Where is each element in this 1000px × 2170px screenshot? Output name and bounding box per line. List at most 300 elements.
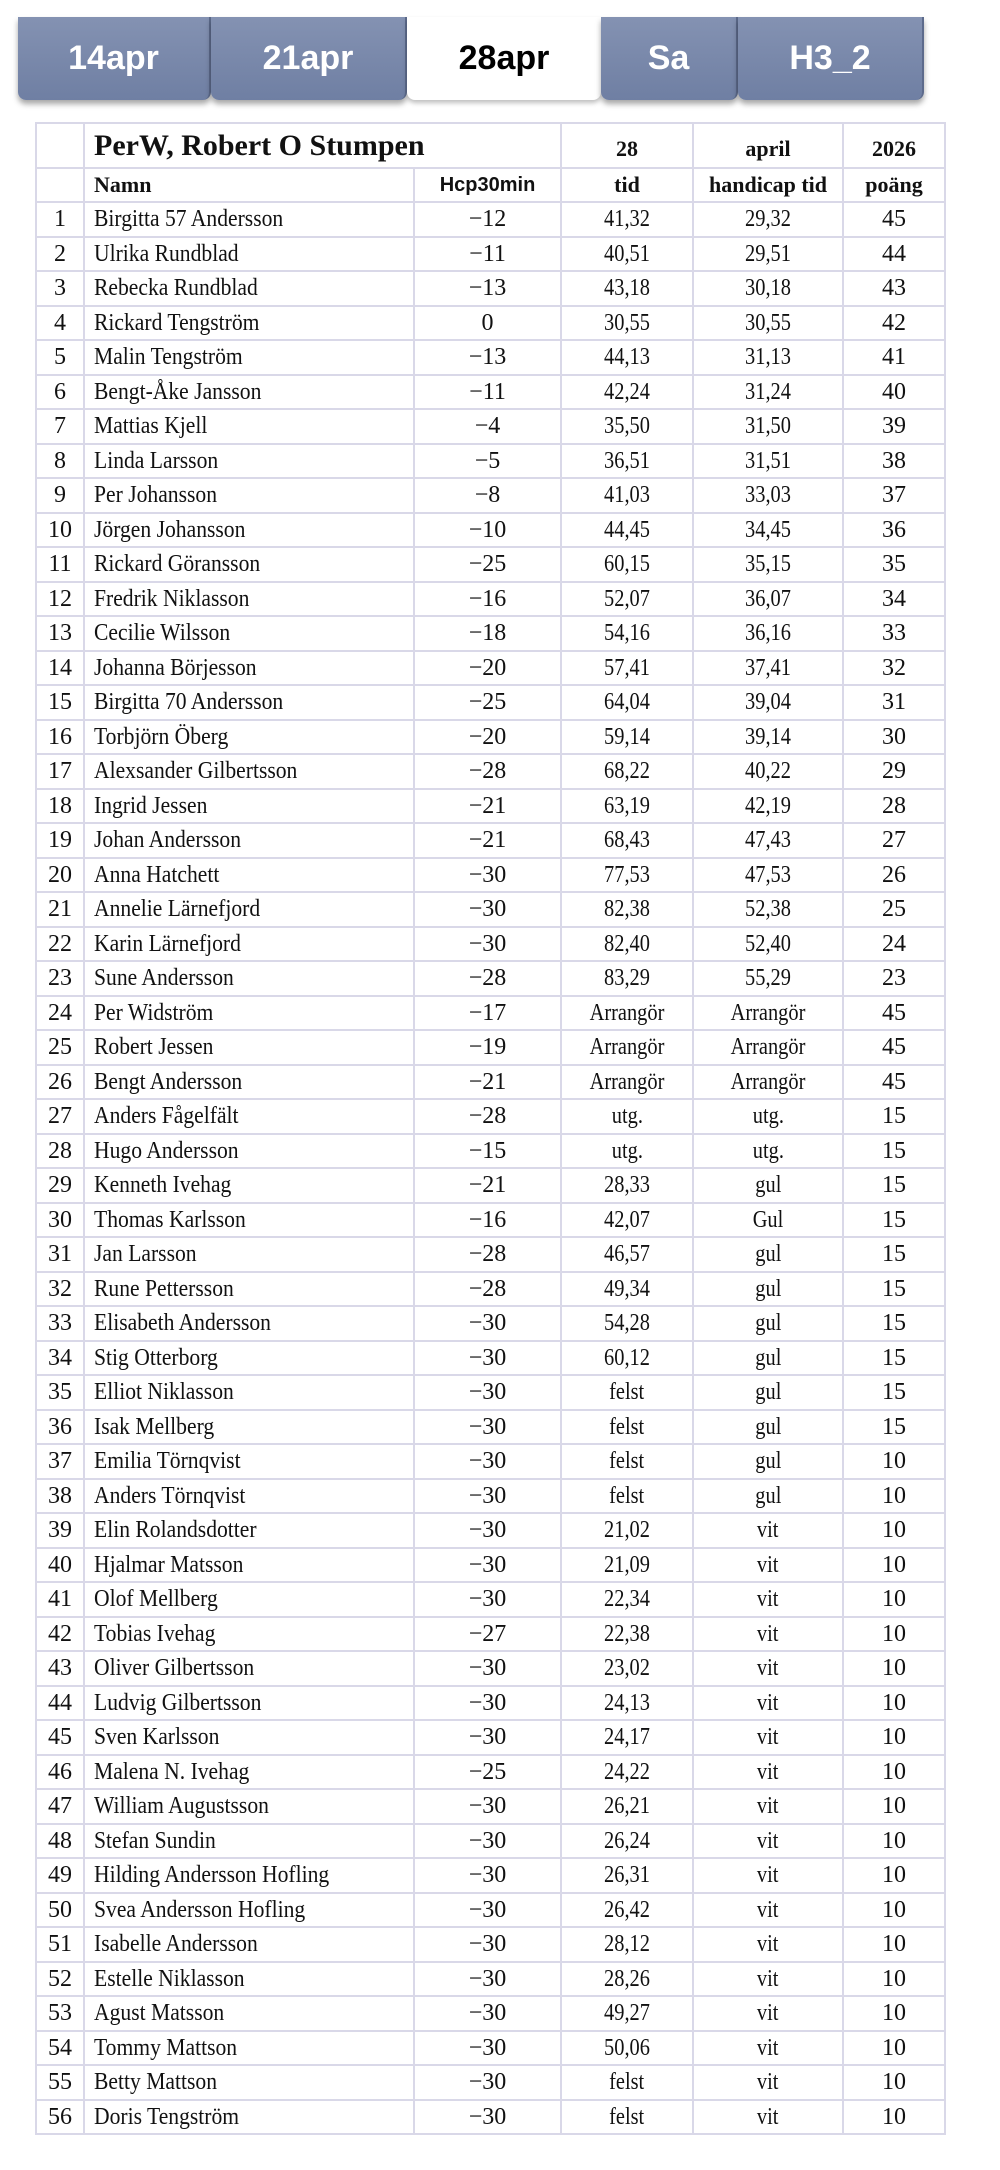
- time-value: 28,12: [604, 1931, 650, 1958]
- time-value-cell: [561, 1548, 693, 1583]
- row-number-cell: [36, 2031, 84, 2066]
- player-name-cell: [84, 1996, 414, 2031]
- points-value: 44: [882, 240, 907, 267]
- time-value: 26,21: [604, 1793, 650, 1820]
- hcp-value-cell: [414, 2100, 561, 2135]
- player-name: Elin Rolandsdotter: [94, 1517, 257, 1544]
- handicap-time-value-cell: [693, 513, 843, 548]
- player-name: Olof Mellberg: [94, 1586, 218, 1613]
- points-value-cell: [843, 1720, 945, 1755]
- row-number: 38: [48, 1482, 72, 1509]
- time-value: 68,43: [604, 827, 650, 854]
- hcp-value: −30: [468, 1793, 507, 1820]
- hcp-value-cell: [414, 1513, 561, 1548]
- player-name: Alexsander Gilbertsson: [94, 758, 298, 785]
- row-number: 27: [48, 1103, 72, 1130]
- tab-sa[interactable]: Sa: [601, 17, 738, 100]
- player-name: Johan Andersson: [94, 827, 241, 854]
- player-name-cell: [84, 1065, 414, 1100]
- hcp-value: −30: [468, 930, 507, 957]
- player-name: Anders Törnqvist: [94, 1482, 246, 1509]
- hcp-value-cell: [414, 513, 561, 548]
- points-value: 31: [882, 689, 907, 716]
- player-name: Kenneth Ivehag: [94, 1172, 232, 1199]
- time-value-cell: [561, 996, 693, 1031]
- table-row: [36, 478, 945, 513]
- handicap-time-value: vit: [757, 1862, 779, 1889]
- handicap-time-value: 52,40: [745, 930, 791, 957]
- player-name: Thomas Karlsson: [94, 1206, 246, 1233]
- handicap-time-value: 39,14: [745, 723, 791, 750]
- points-value: 15: [882, 1103, 907, 1130]
- handicap-time-value: gul: [754, 1413, 782, 1440]
- time-value-cell: [561, 1134, 693, 1169]
- hcp-value-cell: [414, 858, 561, 893]
- points-value-cell: [843, 651, 945, 686]
- time-value: 82,40: [604, 930, 650, 957]
- points-value: 10: [882, 2103, 907, 2130]
- player-name-cell: [84, 754, 414, 789]
- player-name-cell: [84, 513, 414, 548]
- row-number-cell: [36, 1858, 84, 1893]
- handicap-time-value-cell: [693, 547, 843, 582]
- table-row: [36, 927, 945, 962]
- table-row: [36, 1513, 945, 1548]
- row-number: 8: [54, 447, 66, 474]
- handicap-time-value: vit: [757, 1965, 779, 1992]
- player-name-cell: [84, 375, 414, 410]
- table-row: [36, 202, 945, 237]
- points-value-cell: [843, 927, 945, 962]
- hcp-value-cell: [414, 1755, 561, 1790]
- points-value: 42: [882, 309, 907, 336]
- hcp-value-cell: [414, 892, 561, 927]
- row-number: 40: [48, 1551, 72, 1578]
- handicap-time-value: 31,50: [745, 413, 791, 440]
- player-name-cell: [84, 202, 414, 237]
- row-number: 52: [48, 1965, 72, 1992]
- handicap-time-value-cell: [693, 858, 843, 893]
- time-value-cell: [561, 237, 693, 272]
- time-value: felst: [609, 2103, 645, 2130]
- points-value-cell: [843, 271, 945, 306]
- player-name: Estelle Niklasson: [94, 1965, 245, 1992]
- handicap-time-value: 31,51: [745, 447, 791, 474]
- time-value: 50,06: [604, 2034, 650, 2061]
- handicap-time-value-cell: [693, 1996, 843, 2031]
- points-value: 10: [882, 1620, 907, 1647]
- table-row: [36, 720, 945, 755]
- points-value-cell: [843, 1755, 945, 1790]
- hcp-value-cell: [414, 1375, 561, 1410]
- handicap-time-value-cell: [693, 1720, 843, 1755]
- points-value: 30: [882, 723, 907, 750]
- handicap-time-value: 33,03: [745, 482, 791, 509]
- handicap-time-value: gul: [754, 1310, 782, 1337]
- player-name-cell: [84, 616, 414, 651]
- points-value-cell: [843, 1893, 945, 1928]
- time-value-cell: [561, 306, 693, 341]
- points-value-cell: [843, 1617, 945, 1652]
- row-number: 4: [54, 309, 66, 336]
- handicap-time-value: vit: [757, 2034, 779, 2061]
- table-row: [36, 1444, 945, 1479]
- hcp-value: −28: [468, 1275, 507, 1302]
- row-number: 1: [54, 206, 66, 233]
- row-number: 6: [54, 378, 66, 405]
- player-name: Rickard Göransson: [94, 551, 261, 578]
- time-value-cell: [561, 927, 693, 962]
- table-row: [36, 1789, 945, 1824]
- row-number-cell: [36, 616, 84, 651]
- table-row: [36, 306, 945, 341]
- player-name-cell: [84, 444, 414, 479]
- time-value: 44,45: [604, 516, 650, 543]
- handicap-time-value: gul: [754, 1344, 782, 1371]
- row-number-cell: [36, 582, 84, 617]
- player-name: Stig Otterborg: [94, 1344, 218, 1371]
- time-value-cell: [561, 1651, 693, 1686]
- table-row: [36, 444, 945, 479]
- points-value-cell: [843, 2031, 945, 2066]
- handicap-time-value: gul: [754, 1448, 782, 1475]
- hcp-value-cell: [414, 1686, 561, 1721]
- table-row: [36, 651, 945, 686]
- player-name-cell: [84, 823, 414, 858]
- points-value-cell: [843, 1341, 945, 1376]
- handicap-time-value-cell: [693, 1272, 843, 1307]
- handicap-time-value: 37,41: [745, 654, 791, 681]
- tab-14apr[interactable]: 14apr: [18, 17, 211, 100]
- time-value: 28,26: [604, 1965, 650, 1992]
- table-row: [36, 1306, 945, 1341]
- handicap-time-value: 31,13: [745, 344, 791, 371]
- player-name-cell: [84, 409, 414, 444]
- handicap-time-value-cell: [693, 961, 843, 996]
- player-name: Sune Andersson: [94, 965, 234, 992]
- time-value-cell: [561, 961, 693, 996]
- row-number-cell: [36, 1479, 84, 1514]
- row-number: 39: [48, 1517, 72, 1544]
- player-name: Jörgen Johansson: [94, 516, 246, 543]
- row-number-cell: [36, 1168, 84, 1203]
- points-value: 15: [882, 1310, 907, 1337]
- row-number: 30: [48, 1206, 72, 1233]
- row-number-cell: [36, 1306, 84, 1341]
- points-value-cell: [843, 1582, 945, 1617]
- handicap-time-value: gul: [754, 1379, 782, 1406]
- time-value-cell: [561, 1099, 693, 1134]
- hcp-value-cell: [414, 1996, 561, 2031]
- handicap-time-value-cell: [693, 237, 843, 272]
- points-value-cell: [843, 1789, 945, 1824]
- row-number: 47: [48, 1793, 72, 1820]
- handicap-time-value: 31,24: [745, 378, 791, 405]
- points-value: 34: [882, 585, 907, 612]
- row-number-cell: [36, 1720, 84, 1755]
- points-value: 10: [882, 1758, 907, 1785]
- player-name-cell: [84, 789, 414, 824]
- table-row: [36, 754, 945, 789]
- player-name-cell: [84, 1962, 414, 1997]
- points-value: 24: [882, 930, 907, 957]
- player-name: Agust Matsson: [94, 2000, 225, 2027]
- points-value: 15: [882, 1172, 907, 1199]
- handicap-time-value: 36,16: [745, 620, 791, 647]
- time-value: felst: [609, 1482, 645, 1509]
- sheet-tabs: [18, 17, 924, 100]
- player-name: Rune Pettersson: [94, 1275, 234, 1302]
- tab-28apr[interactable]: 28apr: [407, 17, 601, 100]
- handicap-time-value: 55,29: [745, 965, 791, 992]
- handicap-time-value-cell: [693, 1548, 843, 1583]
- hcp-value-cell: [414, 1168, 561, 1203]
- hcp-value-cell: [414, 1306, 561, 1341]
- time-value: 21,02: [604, 1517, 650, 1544]
- handicap-time-value-cell: [693, 1341, 843, 1376]
- row-number-cell: [36, 1375, 84, 1410]
- table-row: [36, 1134, 945, 1169]
- player-name: Malin Tengström: [94, 344, 243, 371]
- hcp-value: −28: [468, 758, 507, 785]
- hcp-value: −18: [468, 620, 507, 647]
- row-number: 24: [48, 999, 72, 1026]
- points-value-cell: [843, 237, 945, 272]
- handicap-time-value: 39,04: [745, 689, 791, 716]
- player-name: Stefan Sundin: [94, 1827, 216, 1854]
- hcp-value-cell: [414, 1410, 561, 1445]
- points-value-cell: [843, 1203, 945, 1238]
- hcp-value-cell: [414, 306, 561, 341]
- handicap-time-value-cell: [693, 823, 843, 858]
- table-row: [36, 1651, 945, 1686]
- handicap-time-value-cell: [693, 1893, 843, 1928]
- time-value-cell: [561, 1065, 693, 1100]
- row-number: 11: [48, 551, 72, 578]
- column-header-hcp: Hcp30min: [414, 168, 561, 202]
- header-empty-cell: [36, 168, 84, 202]
- points-value-cell: [843, 202, 945, 237]
- handicap-time-value-cell: [693, 340, 843, 375]
- player-name-cell: [84, 651, 414, 686]
- points-value: 15: [882, 1241, 907, 1268]
- handicap-time-value: 52,38: [745, 896, 791, 923]
- hcp-value: −11: [469, 240, 506, 267]
- player-name-cell: [84, 1720, 414, 1755]
- hcp-value-cell: [414, 1479, 561, 1514]
- hcp-value-cell: [414, 1134, 561, 1169]
- hcp-value-cell: [414, 2031, 561, 2066]
- time-value-cell: [561, 202, 693, 237]
- points-value: 10: [882, 1793, 907, 1820]
- handicap-time-value: vit: [757, 1896, 779, 1923]
- handicap-time-value-cell: [693, 685, 843, 720]
- points-value: 32: [882, 654, 907, 681]
- handicap-time-value: 36,07: [745, 585, 791, 612]
- time-value: felst: [609, 1448, 645, 1475]
- header-empty-cell: [36, 123, 84, 168]
- row-number-cell: [36, 1927, 84, 1962]
- time-value: 22,34: [604, 1586, 650, 1613]
- points-value: 43: [882, 275, 907, 302]
- points-value-cell: [843, 1099, 945, 1134]
- player-name: Per Johansson: [94, 482, 218, 509]
- time-value: felst: [609, 1413, 645, 1440]
- hcp-value: −30: [468, 2034, 507, 2061]
- points-value-cell: [843, 1410, 945, 1445]
- points-value-cell: [843, 754, 945, 789]
- tab-21apr[interactable]: 21apr: [211, 17, 407, 100]
- player-name: Mattias Kjell: [94, 413, 208, 440]
- time-value: 35,50: [604, 413, 650, 440]
- table-row: [36, 1375, 945, 1410]
- handicap-time-value: vit: [757, 1689, 779, 1716]
- time-value-cell: [561, 1030, 693, 1065]
- table-row: [36, 2100, 945, 2135]
- row-number: 41: [48, 1586, 72, 1613]
- time-value-cell: [561, 1410, 693, 1445]
- time-value: 60,15: [604, 551, 650, 578]
- points-value-cell: [843, 582, 945, 617]
- points-value: 28: [882, 792, 907, 819]
- time-value-cell: [561, 375, 693, 410]
- time-value-cell: [561, 892, 693, 927]
- points-value: 10: [882, 1896, 907, 1923]
- player-name: Torbjörn Öberg: [94, 723, 229, 750]
- time-value-cell: [561, 1203, 693, 1238]
- points-value: 45: [882, 999, 907, 1026]
- row-number-cell: [36, 1824, 84, 1859]
- table-row: [36, 1927, 945, 1962]
- handicap-time-value-cell: [693, 444, 843, 479]
- time-value-cell: [561, 1824, 693, 1859]
- row-number-cell: [36, 1203, 84, 1238]
- table-row: [36, 1479, 945, 1514]
- points-value-cell: [843, 1030, 945, 1065]
- time-value-cell: [561, 823, 693, 858]
- points-value: 10: [882, 2000, 907, 2027]
- time-value-cell: [561, 754, 693, 789]
- handicap-time-value: Arrangör: [730, 999, 806, 1026]
- hcp-value: −13: [468, 275, 507, 302]
- row-number: 14: [48, 654, 72, 681]
- handicap-time-value-cell: [693, 202, 843, 237]
- table-row: [36, 1203, 945, 1238]
- row-number: 13: [48, 620, 72, 647]
- row-number-cell: [36, 478, 84, 513]
- hcp-value-cell: [414, 1893, 561, 1928]
- points-value: 15: [882, 1275, 907, 1302]
- hcp-value: −30: [468, 1517, 507, 1544]
- hcp-value: −19: [468, 1034, 507, 1061]
- time-value-cell: [561, 1789, 693, 1824]
- row-number-cell: [36, 1789, 84, 1824]
- player-name-cell: [84, 2100, 414, 2135]
- points-value-cell: [843, 1375, 945, 1410]
- hcp-value: −21: [468, 827, 507, 854]
- time-value: 43,18: [604, 275, 650, 302]
- time-value: Arrangör: [589, 1034, 665, 1061]
- time-value: 60,12: [604, 1344, 650, 1371]
- row-number-cell: [36, 513, 84, 548]
- table-row: [36, 1548, 945, 1583]
- player-name: Elisabeth Andersson: [94, 1310, 271, 1337]
- handicap-time-value-cell: [693, 2100, 843, 2135]
- handicap-time-value: vit: [757, 1551, 779, 1578]
- time-value-cell: [561, 1306, 693, 1341]
- handicap-time-value-cell: [693, 892, 843, 927]
- time-value-cell: [561, 1513, 693, 1548]
- points-value: 40: [882, 378, 907, 405]
- points-value-cell: [843, 2100, 945, 2135]
- handicap-time-value-cell: [693, 1617, 843, 1652]
- tab-h3-2[interactable]: H3_2: [738, 17, 924, 100]
- handicap-time-value: utg.: [752, 1137, 784, 1164]
- hcp-value-cell: [414, 1582, 561, 1617]
- table-title: PerW, Robert O Stumpen: [84, 123, 561, 168]
- row-number-cell: [36, 306, 84, 341]
- time-value: 36,51: [604, 447, 650, 474]
- points-value: 10: [882, 1862, 907, 1889]
- row-number-cell: [36, 892, 84, 927]
- points-value-cell: [843, 1927, 945, 1962]
- points-value-cell: [843, 375, 945, 410]
- handicap-time-value-cell: [693, 1479, 843, 1514]
- player-name: Bengt-Åke Jansson: [94, 378, 262, 405]
- player-name-cell: [84, 927, 414, 962]
- hcp-value: −30: [468, 1655, 507, 1682]
- row-number-cell: [36, 1410, 84, 1445]
- hcp-value: −25: [468, 689, 507, 716]
- time-value-cell: [561, 1858, 693, 1893]
- hcp-value-cell: [414, 375, 561, 410]
- points-value: 10: [882, 1586, 907, 1613]
- table-row: [36, 513, 945, 548]
- handicap-time-value: vit: [757, 1758, 779, 1785]
- results-table: [35, 122, 946, 2135]
- hcp-value: 0: [481, 309, 494, 336]
- points-value-cell: [843, 1444, 945, 1479]
- points-value-cell: [843, 961, 945, 996]
- row-number-cell: [36, 754, 84, 789]
- hcp-value: −21: [468, 792, 507, 819]
- points-value-cell: [843, 789, 945, 824]
- handicap-time-value-cell: [693, 1824, 843, 1859]
- time-value-cell: [561, 1582, 693, 1617]
- time-value: 26,24: [604, 1827, 650, 1854]
- player-name: Rickard Tengström: [94, 309, 260, 336]
- table-row: [36, 685, 945, 720]
- row-number: 55: [48, 2069, 72, 2096]
- row-number: 29: [48, 1172, 72, 1199]
- player-name-cell: [84, 1548, 414, 1583]
- row-number-cell: [36, 1962, 84, 1997]
- player-name: Ingrid Jessen: [94, 792, 208, 819]
- row-number-cell: [36, 961, 84, 996]
- hcp-value: −30: [468, 1689, 507, 1716]
- points-value-cell: [843, 1996, 945, 2031]
- player-name-cell: [84, 1858, 414, 1893]
- row-number: 21: [48, 896, 72, 923]
- row-number: 35: [48, 1379, 72, 1406]
- hcp-value: −30: [468, 1586, 507, 1613]
- table-row: [36, 1410, 945, 1445]
- row-number: 20: [48, 861, 72, 888]
- row-number-cell: [36, 651, 84, 686]
- table-row: [36, 996, 945, 1031]
- player-name: Anna Hatchett: [94, 861, 220, 888]
- points-value: 25: [882, 896, 907, 923]
